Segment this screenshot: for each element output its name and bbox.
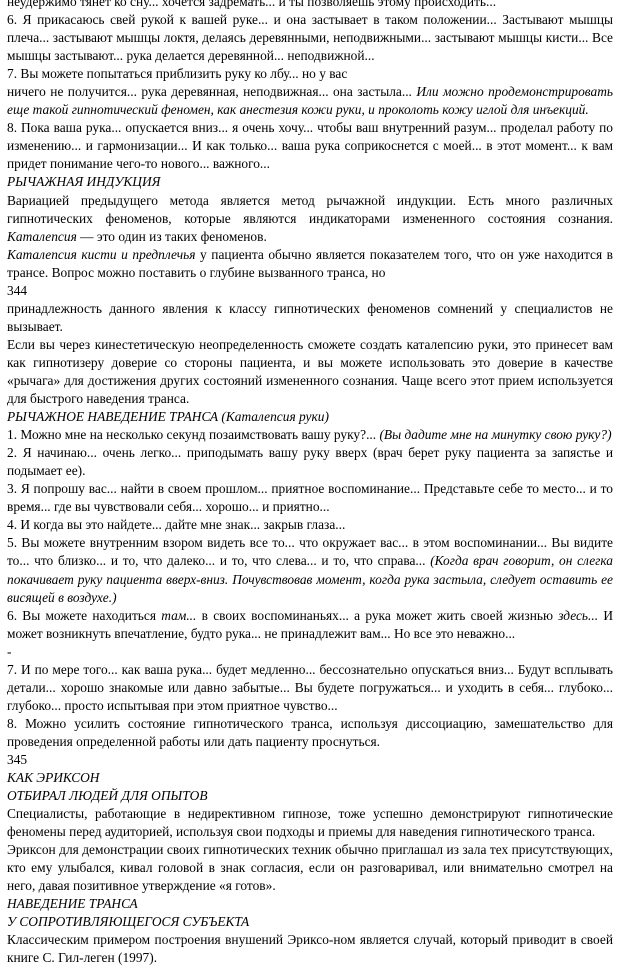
italic-text: там... bbox=[161, 607, 197, 623]
text-run: принадлежность данного явления к классу гипнотических феноменов сомнений у специалистов не вызывает. bbox=[7, 300, 613, 334]
italic-text: Или можно продемонстрировать еще такой гипнотический феномен, как анестезия кожи руки, и проколоть кожу иглой для инъекций. bbox=[7, 84, 613, 118]
text-run: 5. Вы можете внутренним взором видеть все то... что окружает вас... в этом воспоминании... Вы видите то... что близко... и то, что далеко... и то, что слева... и то, что справа... bbox=[7, 535, 613, 569]
page-number bbox=[7, 751, 613, 769]
paragraph bbox=[7, 426, 613, 444]
text-run: в своих воспоминаньях... а рука может жить своей жизнью bbox=[196, 607, 559, 623]
italic-text: здесь... bbox=[558, 607, 599, 623]
text-run: КАК ЭРИКСОН bbox=[7, 770, 100, 786]
text-run: РЫЧАЖНОЕ НАВЕДЕНИЕ ТРАНСА (Каталепсия руки) bbox=[7, 409, 329, 425]
text-run: ОТБИРАЛ ЛЮДЕЙ ДЛЯ ОПЫТОВ bbox=[7, 788, 208, 804]
text-run: РЫЧАЖНАЯ ИНДУКЦИЯ bbox=[7, 174, 161, 190]
paragraph bbox=[7, 300, 613, 336]
text-run: Если вы через кинестетическую неопределенность сможете создать каталепсию руки, это принесет вам как гипнотизеру доверие со стороны пациента, и вы можете использовать это доверие в качестве «рычага» для достижения других состояний измененного сознания. Чаще всего этот прием используется для быстрого наведения транса. bbox=[7, 336, 613, 407]
paragraph bbox=[7, 480, 613, 516]
text-run: 344 bbox=[7, 282, 28, 298]
text-run: 1. Можно мне на несколько секунд позаимствовать вашу руку?... bbox=[7, 427, 380, 443]
text-run: Специалисты, работающие в недирективном гипнозе, тоже успешно демонстрируют гипнотические феномены перед аудиторией, используя свои подходы и приемы для наведения гипнотического транса. bbox=[7, 806, 613, 840]
paragraph bbox=[7, 83, 613, 119]
paragraph bbox=[7, 246, 613, 282]
paragraph bbox=[7, 516, 613, 534]
paragraph bbox=[7, 65, 613, 83]
page-number bbox=[7, 282, 613, 300]
text-run: НАВЕДЕНИЕ ТРАНСА bbox=[7, 896, 138, 912]
section-heading bbox=[7, 787, 613, 805]
text-run: 7. Вы можете попытаться приблизить руку ко лбу... но у вас bbox=[7, 66, 348, 82]
section-heading bbox=[7, 913, 613, 931]
paragraph bbox=[7, 841, 613, 895]
paragraph bbox=[7, 444, 613, 480]
section-heading bbox=[7, 769, 613, 787]
text-run: У СОПРОТИВЛЯЮЩЕГОСЯ СУБЪЕКТА bbox=[7, 914, 250, 930]
text-run: 8. Можно усилить состояние гипнотического транса, используя диссоциацию, замешательство для проведения определенной работы или дать пациенту проснуться. bbox=[7, 715, 613, 749]
section-heading bbox=[7, 173, 613, 191]
paragraph bbox=[7, 715, 613, 751]
page-number bbox=[7, 643, 613, 661]
italic-text: Каталепсия кисти и предплечья bbox=[7, 246, 196, 262]
italic-text: Каталепсия bbox=[7, 228, 77, 244]
text-run: 4. И когда вы это найдете... дайте мне знак... закрыв глаза... bbox=[7, 517, 346, 533]
paragraph bbox=[7, 534, 613, 606]
text-run: Вариацией предыдущего метода является метод рычажной индукции. Есть много различных гипнотических феноменов, которые являются индикаторами измененного состояния сознания. bbox=[7, 192, 613, 226]
text-run: 6. Вы можете находиться bbox=[7, 607, 162, 623]
text-run: у пациента обычно является показателем того, что он уже находится в трансе. Вопрос можно поставить о глубине вызванного транса, но bbox=[7, 246, 614, 280]
paragraph bbox=[7, 931, 613, 967]
paragraph bbox=[7, 805, 613, 841]
text-run: Эриксон для демонстрации своих гипнотических техник обычно приглашал из зала тех присутствующих, кто ему улыбался, кивал головой в знак согласия, если он разговаривал, или внимательно смотрел на него, давая позитивное утверждение «я готов». bbox=[7, 842, 613, 894]
paragraph bbox=[7, 11, 613, 65]
text-run: — это один из таких феноменов. bbox=[76, 228, 267, 244]
italic-text: (Когда врач говорит, он слегка покачивает руку пациента вверх-вниз. Почувствовав момент, когда рука застыла, следует оставить ее висящей в воздухе.) bbox=[7, 553, 613, 605]
text-run: 7. И по мере того... как ваша рука... будет медленно... бессознательно опускаться вниз... Будут всплывать детали... хорошо знакомые или давно забытые... Вы будете погружаться... и уходить в себя... глубоко... глубоко... просто испытывая при этом приятное чувство... bbox=[7, 661, 613, 713]
text-run: - bbox=[7, 643, 12, 659]
italic-text: (Вы дадите мне на минутку свою руку?) bbox=[379, 427, 612, 443]
paragraph bbox=[7, 192, 613, 246]
paragraph bbox=[7, 607, 613, 643]
section-heading bbox=[7, 408, 613, 426]
text-run: 3. Я попрошу вас... найти в своем прошлом... приятное воспоминание... Представьте себе то место... и то время... где вы чувствовали себя... хорошо... и приятно... bbox=[7, 481, 613, 515]
paragraph bbox=[7, 119, 613, 173]
text-run: 6. Я прикасаюсь свей рукой к вашей руке... и она застывает в таком положении... Застывают мышцы плеча... застывают мышцы локтя, делаясь деревянными, неподвижными... застывают мышцы кисти... Все мышцы застывают... рука делается деревянной... неподвижной... bbox=[7, 12, 613, 64]
paragraph bbox=[7, 0, 613, 11]
paragraph bbox=[7, 336, 613, 408]
text-run: Классическим примером построения внушений Эриксо-ном является случай, который приводит в своей книге С. Гил-леген (1997). bbox=[7, 932, 613, 966]
paragraph bbox=[7, 661, 613, 715]
text-run: ничего не получится... рука деревянная, неподвижная... она застыла... bbox=[7, 84, 417, 100]
text-run: неудержимо тянет ко сну... хочется задремать... и ты позволяешь этому происходить... bbox=[7, 0, 497, 9]
section-heading bbox=[7, 895, 613, 913]
text-run: И может возникнуть впечатление, будто рука... не принадлежит вам... Но все это неважно... bbox=[7, 607, 613, 641]
text-run: 8. Пока ваша рука... опускается вниз... я очень хочу... чтобы ваш внутренний разум... проделал работу по изменению... и гармонизации... И как только... ваша рука соприкоснется с моей... в этот момент... к вам придет понимание чего-то нового... важного... bbox=[7, 120, 613, 172]
text-run: 2. Я начинаю... очень легко... приподымать вашу руку вверх (врач берет руку пациента за запястье и подымает ее). bbox=[7, 445, 613, 479]
text-run: 345 bbox=[7, 751, 28, 767]
